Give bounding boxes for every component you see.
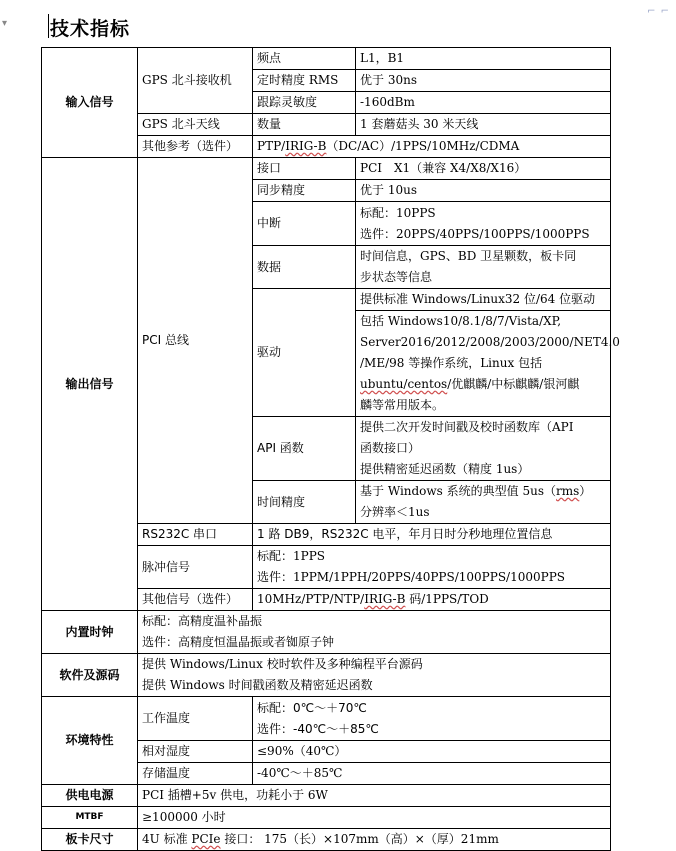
driver-line-5-a: ubuntu/centos [360,377,448,391]
pulse-label: 脉冲信号 [138,546,253,589]
storage-temp-value: -40℃～＋85℃ [253,763,611,785]
driver-line-1: 提供标准 Windows/Linux32 位/64 位驱动 [356,289,610,311]
driver-value [356,289,620,417]
sensitivity-label: 跟踪灵敏度 [253,92,356,114]
time-precision-value [356,481,611,524]
collapse-arrow-icon[interactable]: ▾ [2,18,8,29]
size-value [138,829,611,851]
data-line-2: 步状态等信息 [360,270,433,284]
section-output: 输出信号 [42,158,138,611]
time-line-2: 分辨率＜1us [360,505,430,519]
interface-label: 接口 [253,158,356,180]
pulse-line-1: 标配：1PPS [257,549,326,563]
power-value: PCI 插槽+5v 供电，功耗小于 6W [138,785,611,807]
clock-line-2: 选件：高精度恒温晶振或者铷原子钟 [142,635,335,649]
humidity-label: 相对湿度 [138,741,253,763]
data-label: 数据 [253,246,356,289]
section-env: 环境特性 [42,697,138,785]
driver-label: 驱动 [253,289,356,417]
driver-line-4: /ME/98 等操作系统，Linux 包括 [360,356,543,370]
antenna-qty-value: 1 套蘑菇头 30 米天线 [356,114,611,136]
section-mtbf: MTBF [42,807,138,829]
mtbf-value: ≥100000 小时 [138,807,611,829]
rs232-value: 1 路 DB9，RS232C 电平，年月日时分秒地理位置信息 [253,524,611,546]
pci-bus-label: PCI 总线 [138,158,253,524]
gps-receiver-label: GPS 北斗接收机 [138,48,253,114]
sync-value: 优于 10us [356,180,611,202]
sensitivity-value: -160dBm [356,92,611,114]
storage-temp-label: 存储温度 [138,763,253,785]
data-value [356,246,611,289]
section-software: 软件及源码 [42,654,138,697]
other-ref-value-b: IRIG-B [285,139,327,153]
driver-line-2: 包括 Windows10/8.1/8/7/Vista/XP, [360,314,562,328]
other-ref-value-a: PTP/ [257,139,286,153]
freq-value: L1，B1 [356,48,611,70]
other-signal-value [253,589,611,611]
work-temp-value [253,697,611,741]
page-corner-mark-icon: ⌐ ⌐ [647,6,670,17]
api-value [356,417,611,481]
size-value-b: PCIe [191,832,221,846]
time-line-1-a: 基于 Windows 系统的典型值 5us（ [360,484,556,498]
driver-line-5-b: /优麒麟/中标麒麟/银河麒 [447,377,580,391]
size-value-a: 4U 标准 [142,832,192,846]
section-power: 供电电源 [42,785,138,807]
timing-value: 优于 30ns [356,70,611,92]
software-line-1: 提供 Windows/Linux 校时软件及多种编程平台源码 [142,657,423,671]
time-precision-label: 时间精度 [253,481,356,524]
page-title: 技术指标 [50,18,131,40]
driver-line-5 [360,374,606,395]
humidity-value: ≤90%（40℃） [253,741,611,763]
other-signal-c: 码/1PPS/TOD [405,592,489,606]
software-line-2: 提供 Windows 时间戳函数及精密延迟函数 [142,678,373,692]
api-line-3: 提供精密延迟函数（精度 1us） [360,462,530,476]
work-temp-line-2: 选件：-40℃～＋85℃ [257,721,379,736]
other-signal-label: 其他信号（选件） [138,589,253,611]
time-line-1 [360,481,606,502]
other-signal-b: IRIG-B [364,592,406,606]
clock-line-1: 标配：高精度温补晶振 [142,614,263,628]
work-temp-label: 工作温度 [138,697,253,741]
irq-line-1: 标配：10PPS [360,205,436,220]
interface-value: PCI X1（兼容 X4/X8/X16） [356,158,611,180]
api-label: API 函数 [253,417,356,481]
irq-line-2: 选件：20PPS/40PPS/100PPS/1000PPS [360,226,590,241]
other-signal-a: 10MHz/PTP/NTP/ [257,592,365,606]
text-cursor [48,14,49,38]
software-value [138,654,611,697]
antenna-label: GPS 北斗天线 [138,114,253,136]
irq-value [356,202,611,246]
api-line-2: 函数接口） [360,441,421,455]
other-ref-value [253,136,611,158]
timing-label: 定时精度 RMS [253,70,356,92]
section-size: 板卡尺寸 [42,829,138,851]
pulse-value [253,546,611,589]
driver-line-6: 麟等常用版本。 [360,398,445,412]
driver-line-3: Server2016/2012/2008/2003/2000/NET4.0 [360,335,620,349]
time-line-1-b: rms [556,484,580,498]
spec-table [41,47,620,851]
freq-label: 频点 [253,48,356,70]
api-line-1: 提供二次开发时间戳及校时函数库（API [360,420,574,434]
irq-label: 中断 [253,202,356,246]
pulse-line-2: 选件：1PPM/1PPH/20PPS/40PPS/100PPS/1000PPS [257,570,565,584]
rs232-label: RS232C 串口 [138,524,253,546]
other-ref-value-c: （DC/AC）/1PPS/10MHz/CDMA [326,139,520,153]
clock-value [138,611,611,654]
sync-label: 同步精度 [253,180,356,202]
size-value-c: 接口： 175（长）×107mm（高）×（厚）21mm [220,832,499,846]
section-clock: 内置时钟 [42,611,138,654]
other-ref-label: 其他参考（选件） [138,136,253,158]
antenna-qty-label: 数量 [253,114,356,136]
time-line-1-c: ） [579,484,592,498]
section-input: 输入信号 [42,48,138,158]
data-line-1: 时间信息，GPS、BD 卫星颗数，板卡同 [360,249,577,263]
work-temp-line-1: 标配：0℃～＋70℃ [257,700,367,715]
